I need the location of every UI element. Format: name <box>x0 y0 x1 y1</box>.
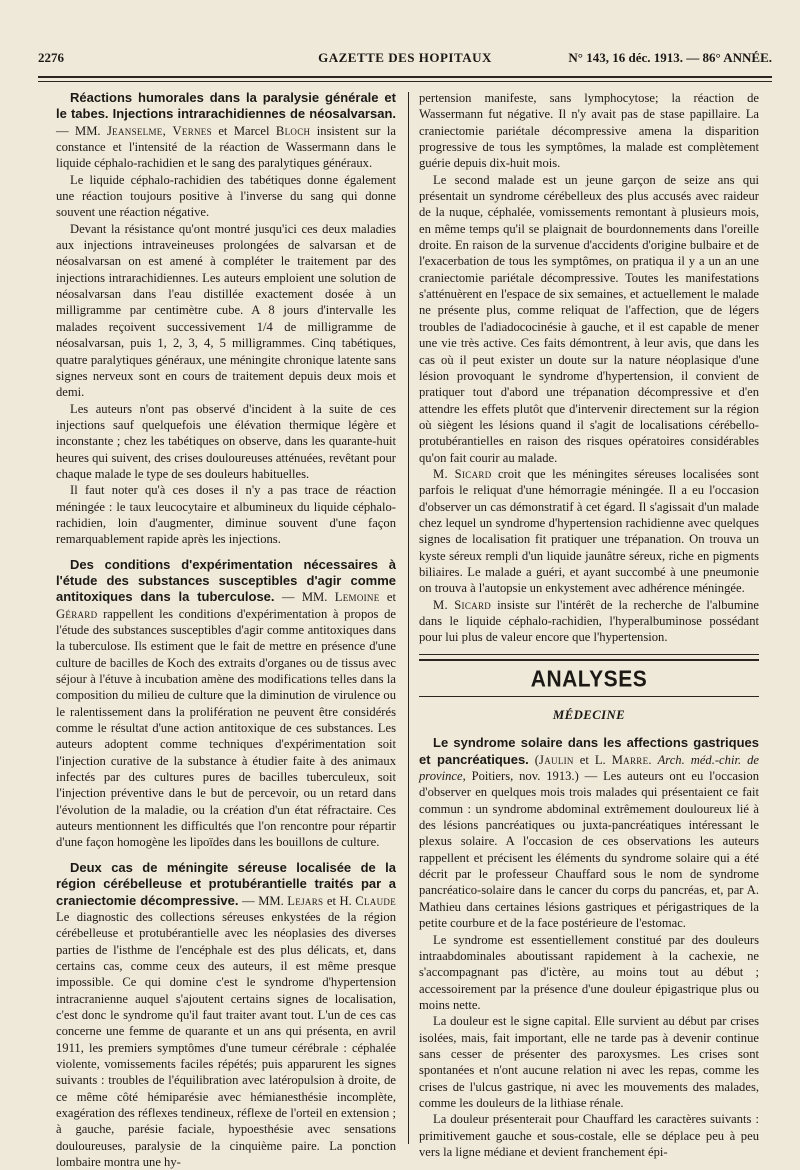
issue-info: N° 143, 16 déc. 1913. — 86° ANNÉE. <box>568 50 772 65</box>
running-head <box>38 50 772 70</box>
article-heading: Réactions humorales dans la paralysie générale et le tabes. Injections intrarachidiennes de néosalvarsan. <box>56 90 396 122</box>
author-name: Jaulin <box>539 752 574 767</box>
right-column <box>419 90 759 1160</box>
author-name: Claude <box>355 893 396 908</box>
article-jeanselme-intro: Réactions humorales dans la paralysie générale et le tabes. Injections intrarachidiennes de néosalvarsan. — MM. Jeanselme, Vernes et Marcel Bloch insistent sur la constance et l'intensité de la réaction de Wassermann dans le liquide céphalo-rachidien et le sang des paralytiques généraux. <box>56 90 396 171</box>
article-heading: Des conditions d'expérimentation nécessaires à l'étude des substances susceptibles d'agir comme antitoxiques dans la tuberculose. <box>56 556 396 605</box>
paragraph: M. Sicard croit que les méningites séreuses localisées sont parfois le reliquat d'une hémorragie méningée. Il a eu l'occasion d'observer un cas démonstratif à cet égard. Il s'agissait d'un malade chez lequel un syndrome d'hypertension rachidienne avec quelques signes de localisation fit pratiquer une trépanation. On trouva un kyste séreux rempli d'un liquide jaunâtre séreux, riche en pigments biliaires. Le malade a guéri, et ayant succombé à une pneumonie on trouva à l'autopsie un enkystement avec adhérence méningée. <box>419 466 760 596</box>
article-heading: Le syndrome solaire dans les affections gastriques et pancréatiques. <box>419 735 759 767</box>
author-name: M. Sicard <box>433 466 492 481</box>
paragraph: La douleur présenterait pour Chauffard les caractères suivants : primitivement gauche et sous-costale, elle se déplace peu à peu vers la ligne médiane et devient franchement épi- <box>419 1112 759 1159</box>
article-heading: Deux cas de méningite séreuse localisée de la région cérébelleuse et protubérantielle traités par a craniectomie décompressive. <box>56 859 396 908</box>
paragraph: M. Sicard insiste sur l'intérêt de la recherche de l'albumine dans le liquide céphalo-rachidien, l'hyperalbuminose possédant pour lui plus de valeur encore que l'hypertension. <box>419 597 760 645</box>
section-rule-thick <box>419 659 759 662</box>
analyses-rule <box>419 696 759 697</box>
paragraph: pertension manifeste, sans lymphocytose; la réaction de Wassermann fut négative. Il n'y avait pas de stase papillaire. La craniectomie pariétale décompressive amena la disparition progressive de tous les symptômes, la malade est complètement guérie depuis dix-huit mois. <box>419 91 759 171</box>
header-rule <box>38 76 772 78</box>
section-rule <box>419 654 759 656</box>
column-separator <box>408 92 409 1144</box>
author-name: Lejars <box>287 893 324 908</box>
section-heading-analyses: ANALYSES <box>530 666 648 692</box>
author-name: Bloch <box>275 123 311 138</box>
paragraph: Le syndrome est essentiellement constitué par des douleurs intraabdominales aboutissant rapidement à la cachexie, ne s'accompagnant pas d'ictère, au moins tout au début ; accessoirement par la présence d'une douleur épigastrique plus ou moins nette. <box>419 932 759 1012</box>
paragraph: Devant la résistance qu'ont montré jusqu'ici ces deux maladies aux injections intraveineuses prolongées de salvarsan et de néosalvarsan on est amené à compléter le traitement par des injections intrarachidiennes. Les auteurs emploient une solution de néosalvarsan dans l'eau distillée exactement dosée à un milligramme par centimètre cube. A 8 jours d'intervalle les malades reçoivent successivement 1/4 de milligramme de néosalvarsan, puis 1, 2, 3, 4, 5 milligrammes. Cinq tabétiques, quatre paralytiques généraux, une méningite chronique latente sans signes nerveux sont en cours de traitement depuis deux mois et demi. <box>56 221 396 400</box>
page-number: 2276 <box>38 50 64 65</box>
paragraph: Les auteurs n'ont pas observé d'incident à la suite de ces injections sauf quelquefois une élévation thermique légère et inconstante ; chez les tabétiques on observe, dans les quarante-huit heures qui suivent, des crises douloureuses atténuées, revêtant pour chaque malade le type de ses douleurs habituelles. <box>56 401 396 481</box>
subsection-heading-medecine: MÉDECINE <box>552 708 626 723</box>
journal-title: GAZETTE DES HOPITAUX <box>318 50 492 65</box>
paragraph: Le liquide céphalo-rachidien des tabétiques donne également une réaction toujours positive à l'inverse du sang qui donne souvent une réaction négative. <box>56 172 396 220</box>
author-name: Lemoine <box>334 590 380 605</box>
author-names: Jeanselme, Vernes <box>106 123 212 138</box>
analysis-solaire-intro: Le syndrome solaire dans les affections gastriques et pancréatiques. (Jaulin et L. Marre. Arch. méd.-chir. de province, Poitiers, nov. 1913.) — Les auteurs ont eu l'occasion d'observer en quelques mois trois malades qui présentaient ce fait commun : un syndrome abdominal extrêmement douloureux lié à des lésions pancréatiques ou juxta-pancréatiques intéressant le plexus solaire. A l'occasion de ces observations les auteurs rappellent et précisent les éléments du syndrome solaire qui a été décrit par le professeur Chauffard sous le nom de syndrome pancréatico-solaire dans le cancer du corps du pancréas, et, par A. Mathieu dans certaines lésions gastriques et périgastriques de la petite courbure et de la face postérieure de l'estomac. <box>419 735 759 931</box>
paragraph: Il faut noter qu'à ces doses il n'y a pas trace de réaction méningée : le taux leucocytaire et albumineux du liquide céphalo-rachidien, loin d'augmenter, diminue souvent d'une façon remarquablement rapide après les injections. <box>56 483 396 547</box>
author-name: M. Sicard <box>433 597 492 612</box>
journal-citation: Arch. méd.-chir. de province <box>419 752 759 784</box>
author-name: Gérard <box>56 606 98 621</box>
author-name: Marre <box>611 752 649 767</box>
paragraph: La douleur est le signe capital. Elle survient au début par crises isolées, mais, fait important, elle ne tarde pas à devenir continue sans cesser de présenter des paroxysmes. Les crises sont spontanées et n'ont aucune relation ni avec les repas, comme les crises de l'ulcus gastrique, ni avec les mouvements des malades, comme les douleurs de la lithiase rénale. <box>419 1014 759 1110</box>
article-lejars-intro: Deux cas de méningite séreuse localisée de la région cérébelleuse et protubérantielle traités par a craniectomie décompressive. — MM. Lejars et H. Claude Le diagnostic des collections séreuses enkystées de la région cérébelleuse et protubérantielle avec les néoplasies des diverses parties de l'isthme de l'encéphale est des plus délicats, et, dans certains cas, comme ceux des auteurs, il est même presque impossible. Ce qui domine c'est le syndrome d'hypertension intracranienne auquel s'ajoutent certains signes de localisation, c'est donc le syndrome qu'il faut traiter avant tout. L'un de ces cas concerne une femme de quarante et un ans qui présenta, en avril 1911, les premiers symptômes d'une tumeur cérébrale : céphalée violente, vomissements faciles répétés; puis apparurent les signes suivants : troubles de l'équilibration avec latéropulsion à droite, de ce même côté hémiparésie avec hémianesthésie incomplète, exagération des réflexes tendineux, réflexe de l'orteil en extension ; à gauche, parésie faciale, hypoesthésie avec sensations douloureuses, paralysie de la cinquième paire. La ponction lombaire montra une hy- <box>56 859 396 1169</box>
article-lemoine-intro: Des conditions d'expérimentation nécessaires à l'étude des substances susceptibles d'agir comme antitoxiques dans la tuberculose. — MM. Lemoine et Gérard rappellent les conditions d'expérimentation à propos de l'étude des substances susceptibles d'agir comme antitoxiques dans la tuberculose. Ils estiment que le fait de mettre en présence d'une culture de bacilles de Koch des extraits d'organes ou de tissus avec séjour à l'étuve à incubation amène des modifications telles dans la composition du milieu de culture que la diminution de virulence ou le ralentissement dans la prolifération ne peuvent être considérés comme le résultat d'une action antitoxique de ces substances. Les auteurs adoptent comme techniques d'expérimentation soit l'injection curative de la substance à étudier faite à des animaux infectés par des cultures pures de bacilles tuberculeux, soit l'injection préventive dans le but de percevoir, ou un retard dans l'évolution de la maladie, ou la création d'un état réfractaire. Ces auteurs mentionnent les difficultés que l'on rencontre pour répartir d'une façon homogène les lipoïdes dans les bouillons de culture. <box>56 556 396 850</box>
left-column <box>56 90 396 1170</box>
paragraph: Le second malade est un jeune garçon de seize ans qui présentait un syndrome cérébelleux des plus accusés avec raideur de la nuque, céphalée, vomissements remontant à plusieurs mois, en même temps qu'il se plaignait de bourdonnements dans l'oreille droite. En raison de la survenue d'accidents d'origine bulbaire et de l'exacerbation de tous les symptômes, on pratiqua il y a un an une craniectomie pariétale décompressive. Toutes les manifestations s'atténuèrent en l'espace de six semaines, et actuellement le malade ne présente plus, comme reliquat de l'affection, que de légers troubles de l'adiadococinésie à gauche, et il est capable de mener une vie très active. Ces faits démontrent, à leur avis, que dans les cas où il peut exister un doute sur la nature néoplasique d'une lésion provoquant le syndrome d'hypertension, il convient de pratiquer tout d'abord une trépanation décompressive et d'en attendre les effets plutôt que d'intervenir directement sur la région où siègent les lésions quand il s'agit de localisations cérébello-protubérantielles en raison des risques opératoires considérables qu'on fait courir au malade. <box>419 172 759 465</box>
header-rule-thin <box>38 81 772 82</box>
